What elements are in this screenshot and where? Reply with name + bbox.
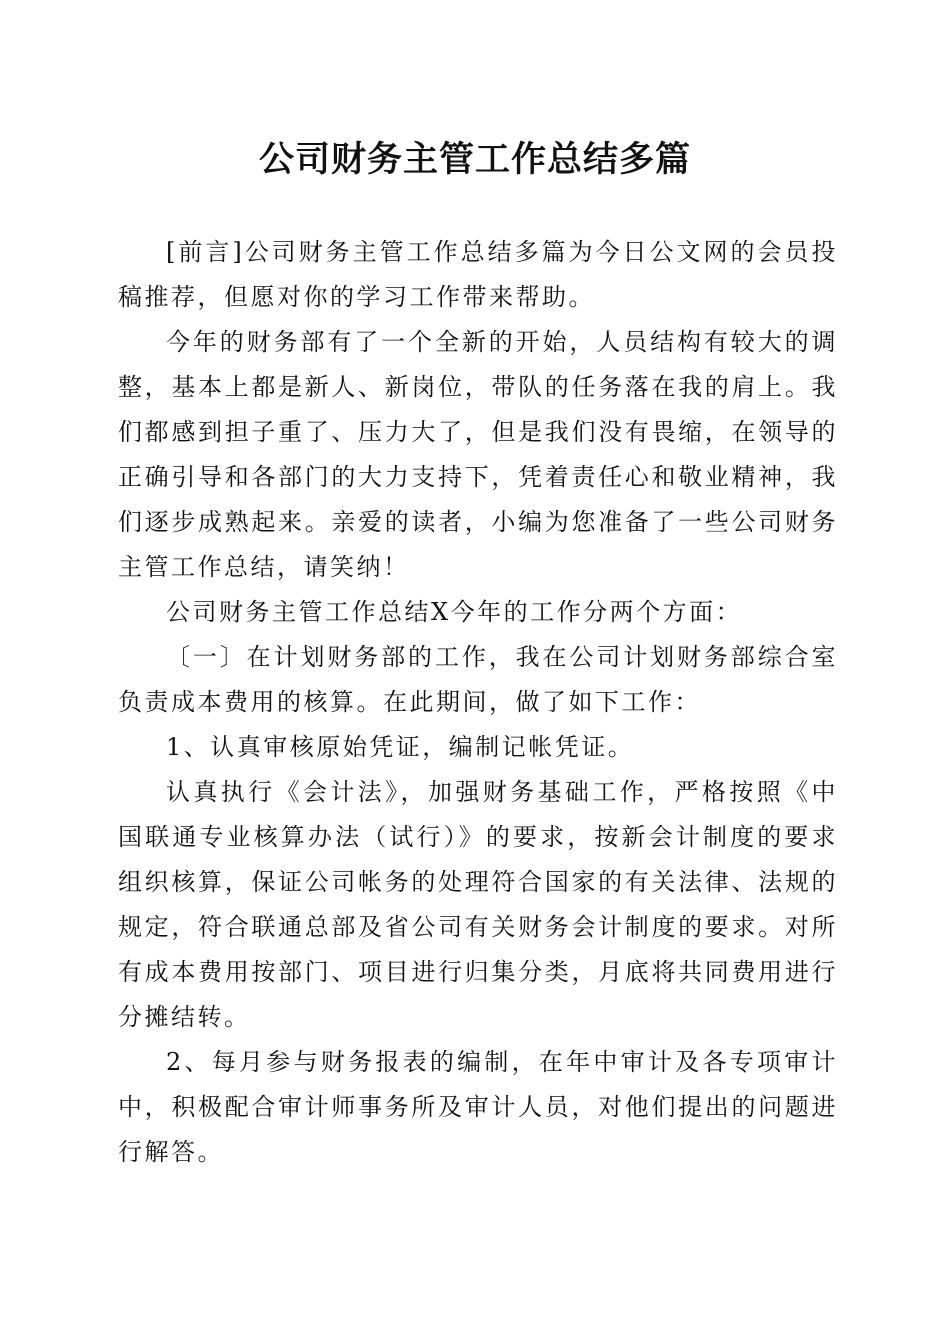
paragraph-preface: [前言]公司财务主管工作总结多篇为今日公文网的会员投稿推荐，但愿对你的学习工作带来帮助。 [118, 238, 838, 311]
paragraph-item-two: 2、每月参与财务报表的编制，在年中审计及各专项审计中，积极配合审计师事务所及审计人员，对他们提出的问题进行解答。 [118, 1048, 838, 1166]
document-body [118, 230, 838, 1175]
paragraph-item-one: 1、认真审核原始凭证，编制记帐凭证。 [166, 733, 635, 761]
paragraph-item-one-detail: 认真执行《会计法》，加强财务基础工作，严格按照《中国联通专业核算办法（试行）》的要求，按新会计制度的要求组织核算，保证公司帐务的处理符合国家的有关法律、法规的规定，符合联通总部及省公司有关财务会计制度的要求。对所有成本费用按部门、项目进行归集分类，月底将共同费用进行分摊结转。 [118, 778, 838, 1031]
paragraph-section-one: 〔一〕在计划财务部的工作，我在公司计划财务部综合室负责成本费用的核算。在此期间，做了如下工作： [118, 643, 838, 716]
document-title: 公司财务主管工作总结多篇 [258, 139, 691, 180]
paragraph-overview: 公司财务主管工作总结X今年的工作分两个方面： [166, 598, 743, 626]
paragraph-intro: 今年的财务部有了一个全新的开始，人员结构有较大的调整，基本上都是新人、新岗位，带队的任务落在我的肩上。我们都感到担子重了、压力大了，但是我们没有畏缩，在领导的正确引导和各部门的大力支持下，凭着责任心和敬业精神，我们逐步成熟起来。亲爱的读者，小编为您准备了一些公司财务主管工作总结，请笑纳！ [118, 328, 838, 581]
